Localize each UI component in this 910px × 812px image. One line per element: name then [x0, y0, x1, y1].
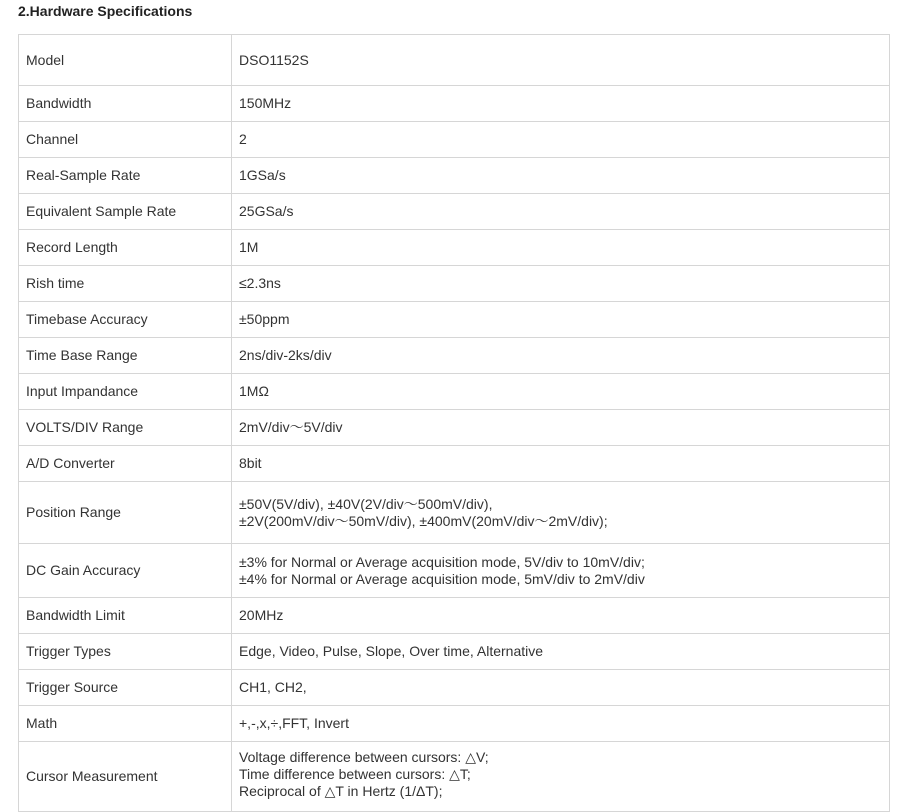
table-row: [19, 446, 890, 482]
spec-label: Trigger Types: [19, 634, 232, 670]
table-row: [19, 482, 890, 544]
spec-value-line: ±2V(200mV/div～50mV/div), ±400mV(20mV/div～2mV/div);: [239, 512, 608, 529]
spec-value: 2mV/div～5V/div: [232, 410, 890, 446]
table-row: [19, 266, 890, 302]
spec-label: Bandwidth Limit: [19, 598, 232, 634]
spec-value: 8bit: [232, 446, 890, 482]
table-row: [19, 230, 890, 266]
spec-label: Timebase Accuracy: [19, 302, 232, 338]
table-row: [19, 86, 890, 122]
table-row: [19, 670, 890, 706]
spec-value: [232, 544, 890, 598]
table-row: [19, 194, 890, 230]
spec-value: Edge, Video, Pulse, Slope, Over time, Alternative: [232, 634, 890, 670]
spec-value: 1MΩ: [232, 374, 890, 410]
spec-value: [232, 482, 890, 544]
spec-value: 25GSa/s: [232, 194, 890, 230]
spec-label: Cursor Measurement: [19, 742, 232, 812]
spec-label: Channel: [19, 122, 232, 158]
spec-label: A/D Converter: [19, 446, 232, 482]
spec-value: DSO1152S: [232, 35, 890, 86]
table-row: [19, 158, 890, 194]
spec-label: VOLTS/DIV Range: [19, 410, 232, 446]
table-row: [19, 742, 890, 812]
spec-label: Input Impandance: [19, 374, 232, 410]
spec-value: 2: [232, 122, 890, 158]
table-row: [19, 634, 890, 670]
spec-label: Math: [19, 706, 232, 742]
table-row: [19, 544, 890, 598]
table-row: [19, 598, 890, 634]
spec-value: 2ns/div-2ks/div: [232, 338, 890, 374]
spec-value: ≤2.3ns: [232, 266, 890, 302]
spec-value: [232, 742, 890, 812]
spec-value: CH1, CH2,: [232, 670, 890, 706]
spec-label: Position Range: [19, 482, 232, 544]
spec-value: 1GSa/s: [232, 158, 890, 194]
hardware-specs-table: [18, 34, 890, 812]
spec-value: 1M: [232, 230, 890, 266]
spec-label: Record Length: [19, 230, 232, 266]
table-row: [19, 374, 890, 410]
spec-label: Trigger Source: [19, 670, 232, 706]
spec-label: Time Base Range: [19, 338, 232, 374]
spec-label: DC Gain Accuracy: [19, 544, 232, 598]
section-title: 2.Hardware Specifications: [18, 3, 193, 19]
spec-value-line: ±4% for Normal or Average acquisition mode, 5mV/div to 2mV/div: [239, 570, 645, 587]
spec-value-line: Voltage difference between cursors: △V;: [239, 749, 489, 765]
table-row: [19, 410, 890, 446]
table-row: [19, 302, 890, 338]
table-row: [19, 122, 890, 158]
table-row: [19, 706, 890, 742]
spec-label: Equivalent Sample Rate: [19, 194, 232, 230]
spec-value-line: Time difference between cursors: △T;: [239, 766, 471, 782]
table-row: [19, 338, 890, 374]
spec-label: Model: [19, 35, 232, 86]
spec-label: Rish time: [19, 266, 232, 302]
spec-value: +,-,x,÷,FFT, Invert: [232, 706, 890, 742]
spec-value: 20MHz: [232, 598, 890, 634]
spec-value: ±50ppm: [232, 302, 890, 338]
spec-value-line: ±50V(5V/div), ±40V(2V/div～500mV/div),: [239, 495, 493, 512]
spec-label: Bandwidth: [19, 86, 232, 122]
spec-label: Real-Sample Rate: [19, 158, 232, 194]
spec-value: 150MHz: [232, 86, 890, 122]
spec-value-line: Reciprocal of △T in Hertz (1/ΔT);: [239, 783, 443, 799]
spec-value-line: ±3% for Normal or Average acquisition mode, 5V/div to 10mV/div;: [239, 553, 645, 570]
table-row: [19, 35, 890, 86]
